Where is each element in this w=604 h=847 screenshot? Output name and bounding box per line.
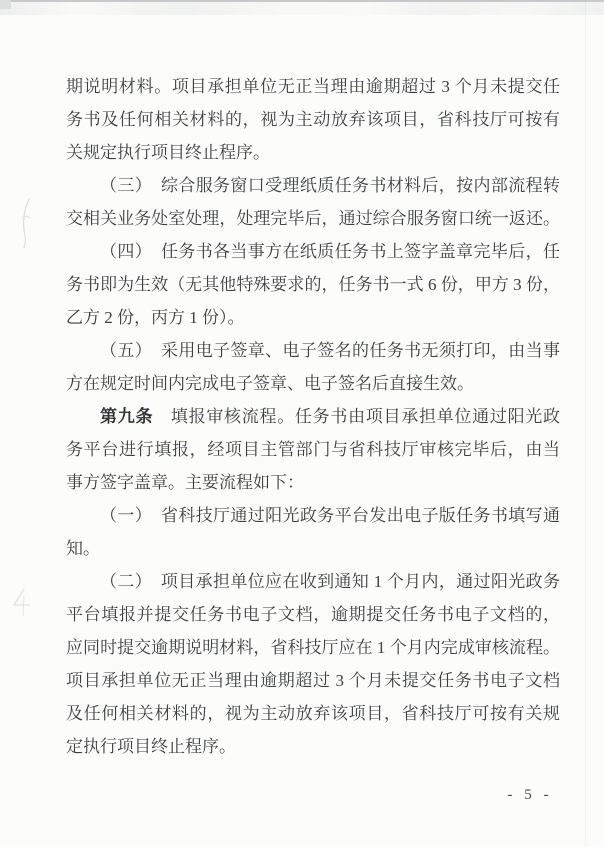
text-line: 务平台进行填报，经项目主管部门与省科技厅审核完毕后，由当 <box>66 440 560 459</box>
text-line: 务书即为生效（无其他特殊要求的，任务书一式 6 份，甲方 3 份， <box>66 275 560 294</box>
text-line: 知。 <box>66 539 100 558</box>
scan-right-seam <box>585 0 586 847</box>
text-line: 平台填报并提交任务书电子文档，逾期提交任务书电子文档的， <box>66 605 560 624</box>
scan-corner-notch <box>0 0 11 9</box>
text-line: 方在规定时间内完成电子签章、电子签名后直接生效。 <box>66 374 474 393</box>
text-line: （三） 综合服务窗口受理纸质任务书材料后，按内部流程转 <box>100 176 560 195</box>
page-number: - 5 - <box>507 787 553 803</box>
text-line: 及任何相关材料的，视为主动放弃该项目，省科技厅可按有关规 <box>66 704 560 723</box>
text-line: 乙方 2 份，丙方 1 份）。 <box>66 308 245 327</box>
text-line: 事方签字盖章。主要流程如下： <box>66 473 304 492</box>
text-line: 定执行项目终止程序。 <box>66 737 236 756</box>
text-line: （五） 采用电子签章、电子签名的任务书无须打印，由当事 <box>100 341 560 360</box>
article-heading: 第九条 <box>100 407 154 426</box>
text-line: （一） 省科技厅通过阳光政务平台发出电子版任务书填写通 <box>100 506 560 525</box>
text-line: 第九条 填报审核流程。任务书由项目承担单位通过阳光政 <box>100 407 561 426</box>
text-line: （二） 项目承担单位应在收到通知 1 个月内，通过阳光政务 <box>100 572 560 591</box>
text-line: 交相关业务处室处理，处理完毕后，通过综合服务窗口统一返还。 <box>66 209 560 228</box>
text-line: （四） 任务书各当事方在纸质任务书上签字盖章完毕后，任 <box>100 242 560 261</box>
scan-top-smudge <box>0 2 604 15</box>
text-line: 关规定执行项目终止程序。 <box>66 143 270 162</box>
text-line: 务书及任何相关材料的，视为主动放弃该项目，省科技厅可按有 <box>66 110 560 129</box>
text-line: 项目承担单位无正当理由逾期超过 3 个月未提交任务书电子文档 <box>66 671 560 690</box>
pencil-mark-icon <box>16 196 38 252</box>
document-body <box>66 70 560 763</box>
text-line: 期说明材料。项目承担单位无正当理由逾期超过 3 个月未提交任 <box>66 77 560 96</box>
text-line: 应同时提交逾期说明材料，省科技厅应在 1 个月内完成审核流程。 <box>66 638 560 657</box>
pencil-mark-icon <box>8 586 34 620</box>
